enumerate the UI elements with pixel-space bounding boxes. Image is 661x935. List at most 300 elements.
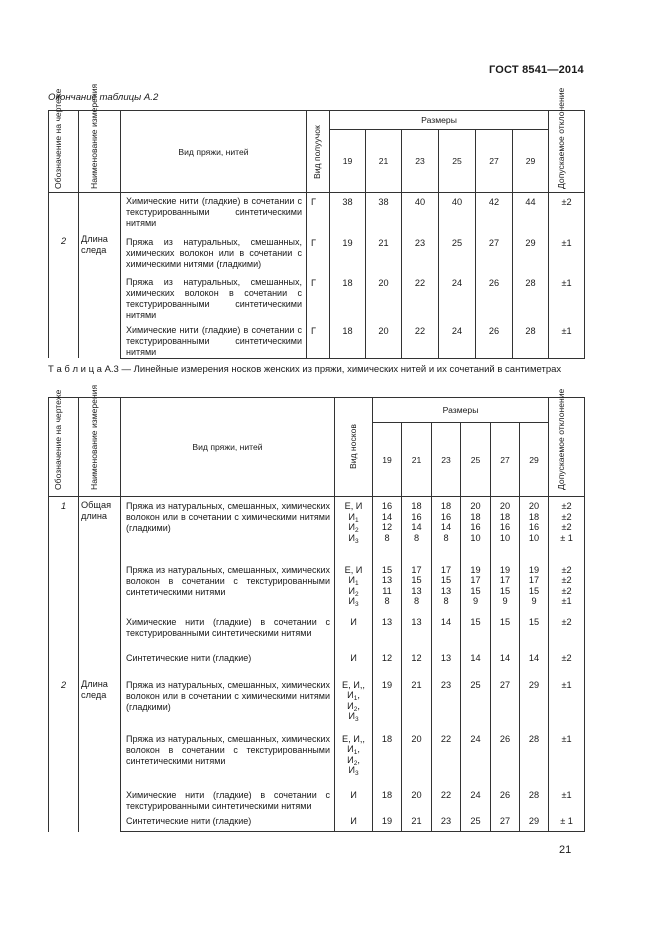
kind-separator: , [357, 754, 360, 765]
size-value [461, 649, 491, 676]
hosiery-kind-line [335, 586, 372, 597]
size-value [373, 786, 402, 812]
tolerance-value [549, 561, 585, 613]
tolerance-line: ±1 [561, 679, 572, 690]
tolerance-value [549, 786, 585, 812]
size-value: 18 [330, 321, 366, 359]
kind-letter: И [350, 652, 357, 663]
page-number: 21 [559, 844, 572, 856]
size-value-line: 16 [440, 511, 452, 522]
hosiery-kind [335, 497, 373, 561]
col-name-header: Наименование измерения [88, 83, 99, 189]
size-value: 26 [476, 321, 513, 359]
col-code-header: Обозначение на чертеже [52, 88, 63, 189]
size-value: 20 [366, 321, 402, 359]
size-value-line: 24 [470, 789, 481, 800]
kind-letter: И [348, 575, 355, 585]
size-value-line: 15 [470, 616, 481, 627]
yarn-type: Синтетические нити (гладкие) [121, 649, 335, 676]
kind-subscript: 3 [354, 537, 359, 545]
size-value-line: 19 [381, 815, 393, 826]
size-value-line: 12 [411, 652, 422, 663]
tolerance-value: ±1 [549, 273, 585, 321]
measure-name-text: Длина следа [81, 234, 108, 255]
size-value-line: 8 [413, 532, 420, 543]
size-value-line: 12 [381, 652, 393, 663]
size-value-line: 19 [381, 679, 393, 690]
hosiery-kind-line [335, 512, 372, 523]
standard-number: ГОСТ 8541—2014 [489, 64, 584, 76]
table-row [49, 730, 585, 786]
size-value [461, 730, 491, 786]
size-value-line: 13 [440, 652, 452, 663]
size-value [373, 676, 402, 730]
size-value: 26 [476, 273, 513, 321]
size-value [520, 730, 549, 786]
kind-subscript: 2 [354, 527, 359, 534]
size-value [491, 561, 520, 613]
size-value [461, 676, 491, 730]
table-continuation-label: Окончание таблицы А.2 [48, 92, 159, 103]
size-value-line: 17 [470, 575, 481, 585]
measure-code-text: 1 [60, 501, 67, 511]
size-value: 27 [476, 233, 513, 273]
size-value-line: 26 [499, 789, 511, 800]
tolerance-line: ±1 [561, 789, 572, 800]
size-value-line: 25 [470, 815, 481, 826]
size-value-line: 19 [528, 564, 540, 575]
size-value-line: 18 [381, 789, 393, 800]
sizes-header: Размеры [330, 111, 549, 130]
size-value [432, 730, 461, 786]
size-value-line: 14 [470, 652, 481, 663]
measure-name-text: Общая длина [81, 500, 112, 521]
size-value-line: 22 [440, 733, 452, 744]
table-a3-caption: Т а б л и ц а А.3 — Линейные измерения носков женских из пряжи, химических нитей и их сочетаний в сантиметрах [48, 364, 562, 375]
tolerance-line: ±2 [561, 585, 572, 596]
kind-letter: И [350, 815, 357, 826]
size-value-line: 16 [381, 501, 393, 511]
size-value-line: 20 [528, 501, 540, 511]
size-header: 25 [439, 130, 476, 193]
size-value [520, 497, 549, 561]
tolerance-line: ±1 [561, 733, 572, 744]
table-row [49, 649, 585, 676]
size-value: 29 [513, 233, 549, 273]
size-value [373, 497, 402, 561]
size-value: 42 [476, 193, 513, 233]
kind-letter: И [348, 711, 355, 721]
size-value [520, 613, 549, 649]
kind-separator: , [362, 679, 365, 690]
hosiery-kind-line [335, 690, 372, 701]
size-value-line: 14 [411, 522, 422, 532]
size-value-line: 17 [440, 564, 452, 575]
size-value [491, 649, 520, 676]
size-value [373, 561, 402, 613]
col-kind-header: Вид носков [347, 424, 358, 470]
size-value-line: 26 [499, 733, 511, 744]
size-value-line: 15 [381, 564, 393, 575]
size-value [461, 561, 491, 613]
hosiery-kind: Г [307, 321, 330, 359]
tolerance-value [549, 812, 585, 832]
kind-letter: И [350, 616, 357, 627]
size-value [520, 561, 549, 613]
size-value-line: 27 [499, 679, 511, 690]
size-value-line: 15 [411, 575, 422, 585]
table-row [49, 321, 585, 359]
size-value: 23 [402, 233, 439, 273]
measure-code-text: 2 [60, 679, 67, 690]
hosiery-kind-line [335, 755, 372, 766]
measure-name [79, 497, 121, 676]
size-value-line: 9 [472, 596, 479, 606]
size-value-line: 15 [528, 616, 540, 627]
hosiery-kind: Г [307, 193, 330, 233]
size-value [402, 497, 432, 561]
tolerance-value [549, 613, 585, 649]
table-a3 [48, 384, 585, 832]
kind-letter: И [348, 511, 355, 522]
size-value-line: 14 [528, 652, 540, 663]
size-value-line: 9 [531, 596, 537, 606]
kind-subscript: 2 [353, 705, 358, 713]
size-value-line: 20 [499, 501, 511, 511]
kind-letter: Е, И [344, 501, 363, 511]
kind-letter: И [347, 754, 354, 765]
size-value: 44 [513, 193, 549, 233]
tolerance-value: ±1 [549, 233, 585, 273]
kind-subscript: 3 [354, 716, 359, 723]
size-value: 18 [330, 273, 366, 321]
tolerance-value: ±2 [549, 193, 585, 233]
size-value [402, 730, 432, 786]
size-value [402, 786, 432, 812]
hosiery-kind [335, 786, 373, 812]
size-value-line: 23 [440, 815, 452, 826]
size-value-line: 28 [528, 733, 540, 744]
hosiery-kind-line [335, 734, 372, 745]
col-kind-header: Вид полуучок [312, 124, 322, 179]
tolerance-line: ±2 [561, 652, 572, 663]
size-header: 27 [491, 423, 520, 497]
size-value-line: 29 [528, 815, 540, 826]
size-value: 40 [439, 193, 476, 233]
size-value-line: 18 [470, 511, 481, 522]
col-name-header: Наименование измерения [88, 384, 99, 490]
yarn-type: Химические нити (гладкие) в сочетании с текстурированными синтетическими нитями [121, 321, 307, 359]
size-value-line: 9 [502, 596, 508, 606]
table-row [49, 676, 585, 730]
size-value-line: 15 [528, 585, 540, 596]
table-row [49, 273, 585, 321]
size-value-line: 27 [499, 815, 511, 826]
size-header: 23 [432, 423, 461, 497]
size-value: 38 [366, 193, 402, 233]
size-value-line: 14 [440, 616, 452, 627]
size-header: 29 [513, 130, 549, 193]
size-value-line: 23 [440, 679, 452, 690]
size-value-line: 16 [528, 522, 540, 532]
size-value-line: 13 [411, 616, 422, 627]
kind-subscript: 2 [354, 590, 359, 598]
hosiery-kind-line [335, 744, 372, 755]
size-value-line: 14 [381, 511, 393, 522]
size-value-line: 22 [440, 789, 452, 800]
measure-code [49, 676, 79, 832]
hosiery-kind-line [335, 533, 372, 544]
size-value [461, 786, 491, 812]
size-value [402, 812, 432, 832]
size-value: 28 [513, 321, 549, 359]
kind-separator: , [362, 733, 365, 744]
size-value-line: 11 [382, 585, 392, 596]
kind-letter: Е, И, [342, 733, 363, 744]
size-value [432, 561, 461, 613]
hosiery-kind-line [335, 701, 372, 712]
size-value: 38 [330, 193, 366, 233]
hosiery-kind-line [335, 765, 372, 776]
hosiery-kind: Г [307, 233, 330, 273]
table-row [49, 497, 585, 561]
size-value [461, 497, 491, 561]
tolerance-value: ±1 [549, 321, 585, 359]
tolerance-line: ±2 [561, 511, 572, 522]
size-value [491, 786, 520, 812]
size-value: 28 [513, 273, 549, 321]
yarn-type: Пряжа из натуральных, смешанных, химических волокон или в сочетании с химическими нитями (гладкими) [121, 233, 307, 273]
size-value-line: 10 [528, 532, 540, 543]
size-value [520, 676, 549, 730]
size-header: 29 [520, 423, 549, 497]
size-value: 19 [330, 233, 366, 273]
size-value [520, 649, 549, 676]
size-value-line: 8 [443, 532, 449, 543]
size-header: 27 [476, 130, 513, 193]
table-row [49, 233, 585, 273]
yarn-type: Синтетические нити (гладкие) [121, 812, 335, 832]
size-value [432, 649, 461, 676]
size-value-line: 29 [528, 679, 540, 690]
kind-subscript: 3 [354, 601, 359, 608]
hosiery-kind [335, 561, 373, 613]
measure-code [49, 497, 79, 676]
size-value-line: 25 [470, 679, 481, 690]
table-row [49, 812, 585, 832]
size-value-line: 17 [411, 564, 422, 575]
size-value-line: 13 [381, 616, 393, 627]
hosiery-kind-line [335, 653, 372, 664]
size-header: 25 [461, 423, 491, 497]
size-value-line: 10 [470, 532, 481, 543]
size-value [432, 812, 461, 832]
kind-separator: , [357, 690, 360, 700]
size-value-line: 18 [528, 511, 540, 522]
kind-letter: Е, И [344, 564, 363, 575]
size-value-line: 13 [440, 585, 452, 596]
size-value-line: 19 [470, 564, 481, 575]
size-value [520, 786, 549, 812]
col-tol-header: Допускаемое отклонение [555, 388, 566, 490]
size-value-line: 13 [411, 585, 422, 596]
size-value [402, 561, 432, 613]
size-value-line: 8 [384, 532, 390, 543]
tolerance-line: ±2 [561, 575, 572, 585]
size-header: 23 [402, 130, 439, 193]
size-value: 25 [439, 233, 476, 273]
hosiery-kind [335, 613, 373, 649]
hosiery-kind-line [335, 501, 372, 512]
size-value [432, 497, 461, 561]
hosiery-kind-line [335, 565, 372, 576]
sizes-header: Размеры [373, 398, 549, 423]
size-value [432, 786, 461, 812]
size-value-line: 16 [499, 522, 511, 532]
hosiery-kind [335, 649, 373, 676]
yarn-type: Химические нити (гладкие) в сочетании с текстурированными синтетическими нитями [121, 613, 335, 649]
tolerance-value [549, 497, 585, 561]
col-code-header: Обозначение на чертеже [52, 389, 63, 490]
yarn-type: Пряжа из натуральных, смешанных, химических волокон в сочетании с текстурированными синтетическими нитями [121, 273, 307, 321]
tolerance-line: ±2 [561, 501, 572, 511]
hosiery-kind-line [335, 680, 372, 691]
size-value [432, 613, 461, 649]
size-value [461, 812, 491, 832]
measure-name [79, 193, 121, 359]
size-value [491, 812, 520, 832]
measure-name-text: Длина следа [81, 678, 108, 700]
hosiery-kind [335, 730, 373, 786]
hosiery-kind-line [335, 617, 372, 628]
table-row [49, 786, 585, 812]
table-row [49, 561, 585, 613]
tolerance-line: ± 1 [560, 532, 573, 543]
kind-letter: И [347, 744, 354, 754]
size-value [373, 613, 402, 649]
size-value-line: 8 [413, 596, 420, 606]
yarn-type: Химические нити (гладкие) в сочетании с текстурированными синтетическими нитями [121, 193, 307, 233]
size-value [373, 730, 402, 786]
size-header: 21 [402, 423, 432, 497]
kind-letter: Е, И, [342, 679, 363, 690]
tolerance-value [549, 730, 585, 786]
size-value-line: 18 [381, 733, 393, 744]
size-value [402, 613, 432, 649]
kind-subscript: 2 [353, 759, 358, 767]
size-value: 22 [402, 273, 439, 321]
size-value [402, 649, 432, 676]
size-value-line: 13 [381, 575, 393, 585]
size-value-line: 16 [470, 522, 481, 532]
kind-subscript: 1 [354, 516, 359, 524]
size-value [520, 812, 549, 832]
size-value [373, 812, 402, 832]
kind-letter: И [348, 765, 355, 775]
kind-subscript: 3 [354, 770, 359, 777]
size-value-line: 15 [440, 575, 452, 585]
hosiery-kind-line [335, 816, 372, 827]
kind-letter: И [347, 690, 354, 700]
size-value: 21 [366, 233, 402, 273]
size-value-line: 15 [499, 616, 511, 627]
col-yarn-header: Вид пряжи, нитей [121, 398, 335, 497]
size-value-line: 14 [499, 652, 511, 663]
size-value [491, 676, 520, 730]
tolerance-line: ± 1 [560, 815, 573, 826]
kind-letter: И [347, 700, 354, 711]
size-value-line: 20 [411, 789, 422, 800]
hosiery-kind [335, 676, 373, 730]
measure-code [49, 193, 79, 359]
tolerance-value [549, 649, 585, 676]
kind-letter: И [348, 522, 355, 532]
measure-name [79, 676, 121, 832]
hosiery-kind-line [335, 596, 372, 607]
size-value-line: 28 [528, 789, 540, 800]
size-value [491, 613, 520, 649]
kind-subscript: 1 [353, 749, 358, 756]
size-value-line: 14 [440, 522, 452, 532]
size-value-line: 18 [411, 501, 422, 511]
size-value: 22 [402, 321, 439, 359]
size-value [491, 497, 520, 561]
yarn-type: Пряжа из натуральных, смешанных, химических волокон в сочетании с текстурированными синтетическими нитями [121, 561, 335, 613]
kind-separator: , [357, 744, 360, 754]
hosiery-kind-line [335, 711, 372, 722]
kind-subscript: 1 [353, 695, 358, 702]
size-value: 40 [402, 193, 439, 233]
tolerance-line: ±1 [561, 596, 572, 606]
yarn-type: Пряжа из натуральных, смешанных, химических волокон или в сочетании с химическими нитями (гладкими) [121, 676, 335, 730]
tolerance-line: ±2 [561, 564, 572, 575]
tolerance-line: ±2 [561, 522, 572, 532]
col-tol-header: Допускаемое отклонение [555, 87, 566, 189]
size-value [373, 649, 402, 676]
size-value-line: 17 [528, 575, 540, 585]
size-value-line: 10 [499, 532, 511, 543]
size-value-line: 15 [470, 585, 481, 596]
size-value-line: 21 [411, 679, 422, 690]
size-value-line: 18 [499, 511, 511, 522]
size-value-line: 16 [411, 511, 422, 522]
kind-letter: И [348, 596, 355, 606]
tolerance-line: ±2 [561, 616, 572, 627]
hosiery-kind-line [335, 790, 372, 801]
size-value-line: 12 [381, 522, 393, 532]
kind-letter: И [348, 585, 355, 596]
size-value-line: 17 [499, 575, 511, 585]
size-value-line: 20 [411, 733, 422, 744]
size-value: 24 [439, 273, 476, 321]
size-value: 20 [366, 273, 402, 321]
size-value-line: 24 [470, 733, 481, 744]
size-value: 24 [439, 321, 476, 359]
tolerance-value [549, 676, 585, 730]
yarn-type: Пряжа из натуральных, смешанных, химических волокон в сочетании с текстурированными синтетическими нитями [121, 730, 335, 786]
size-value-line: 18 [440, 501, 452, 511]
size-value-line: 19 [499, 564, 511, 575]
hosiery-kind: Г [307, 273, 330, 321]
hosiery-kind [335, 812, 373, 832]
table-row [49, 613, 585, 649]
size-header: 21 [366, 130, 402, 193]
table-row [49, 193, 585, 233]
hosiery-kind-line [335, 575, 372, 586]
kind-letter: И [348, 532, 355, 543]
kind-separator: , [357, 700, 360, 711]
size-value-line: 8 [384, 596, 390, 606]
